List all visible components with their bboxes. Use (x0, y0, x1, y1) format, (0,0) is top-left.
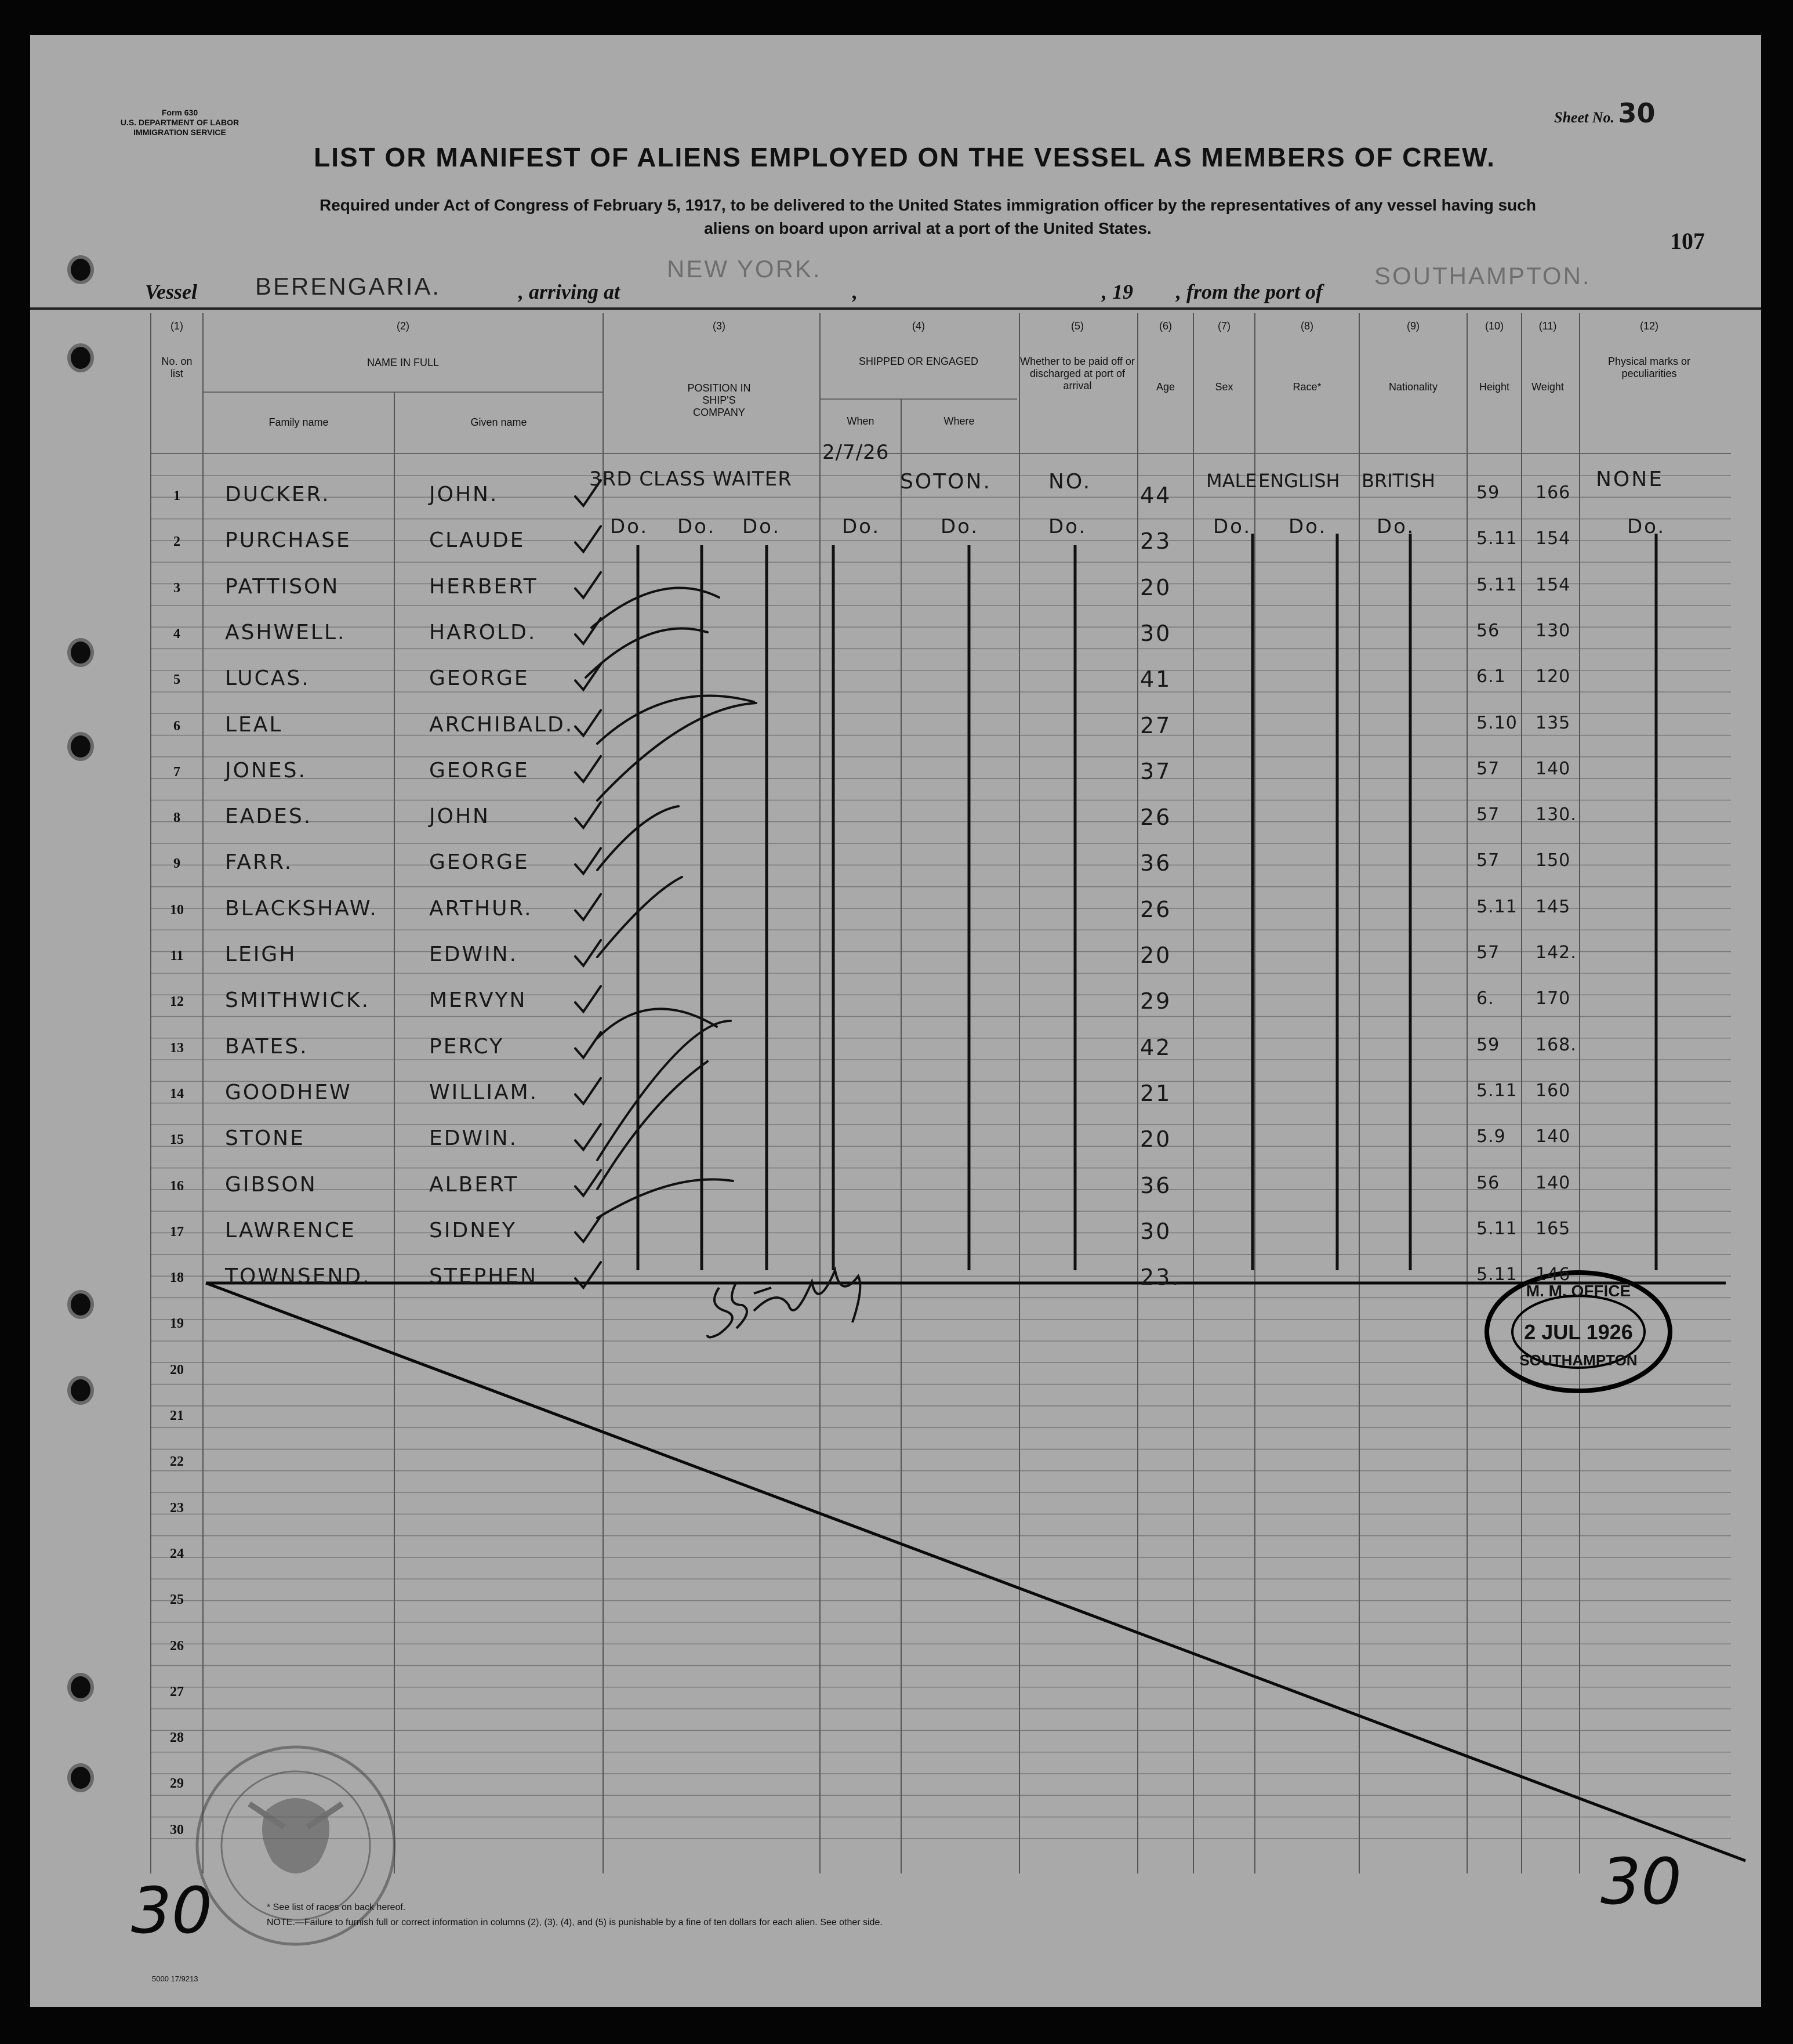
row-number: 7 (173, 764, 180, 780)
ditto-mark: Do. (677, 515, 716, 538)
from-port: SOUTHAMPTON. (1374, 262, 1591, 289)
row-family: ASHWELL. (225, 620, 346, 644)
page-mark-left: 30 (131, 1873, 212, 1948)
row-age: 36 (1140, 1172, 1172, 1198)
shipped-when-value: 2/7/26 (822, 441, 890, 464)
row-height: 56 (1476, 620, 1500, 641)
col-family-name-header: Family name (268, 416, 329, 428)
row-height: 57 (1476, 943, 1500, 963)
row-height: 5.9 (1476, 1126, 1506, 1147)
print-code: 5000 17/9213 (152, 1974, 198, 1983)
col-marks-header: (12) Physical marks or peculiarities (1607, 320, 1691, 379)
row-number: 13 (170, 1040, 184, 1056)
row-age: 21 (1140, 1080, 1172, 1106)
row-number: 25 (170, 1592, 184, 1608)
row-age: 20 (1140, 1126, 1172, 1153)
paid-off-value: NO. (1048, 470, 1092, 494)
row-height: 5.11 (1476, 896, 1518, 917)
row-family: JONES. (225, 758, 307, 782)
check-mark (575, 1170, 601, 1196)
row-height: 57 (1476, 850, 1500, 871)
row-family: LEAL (225, 712, 283, 737)
row-age: 29 (1140, 988, 1172, 1014)
row-given: JOHN (429, 804, 490, 829)
check-mark (575, 572, 601, 598)
check-mark (575, 940, 601, 966)
col-position-header: (3) POSITION IN SHIP'S COMPANY (687, 320, 751, 418)
ditto-mark: Do. (1289, 515, 1327, 538)
row-weight: 168. (1536, 1034, 1577, 1055)
row-family: GOODHEW (225, 1080, 352, 1104)
shipped-where-value: SOTON. (900, 470, 992, 494)
row-weight: 142. (1536, 943, 1577, 963)
row-given: WILLIAM. (429, 1080, 539, 1104)
page-code: 107 (1670, 228, 1705, 254)
row-number: 29 (170, 1776, 184, 1792)
col-sex-header: (7) Sex (1215, 320, 1233, 393)
row-family: BATES. (225, 1034, 308, 1059)
col-name-header: (2) NAME IN FULL (366, 320, 440, 368)
form-number: Form 630 (161, 108, 198, 117)
row-weight: 130 (1536, 620, 1571, 641)
row-given: HAROLD. (429, 620, 537, 644)
row-given: ARCHIBALD. (429, 712, 574, 737)
from-label: , from the port of (1176, 280, 1323, 303)
row-family: PATTISON (225, 574, 340, 599)
row-given: JOHN. (429, 483, 499, 506)
row-given: ALBERT (429, 1172, 519, 1197)
row-weight: 130. (1536, 804, 1577, 825)
row-age: 26 (1140, 896, 1172, 922)
row-number: 5 (173, 672, 180, 688)
row-height: 5.11 (1476, 1080, 1518, 1101)
row-given: GEORGE (429, 850, 529, 875)
year-label: , 19 (1102, 280, 1133, 303)
row-weight: 154 (1536, 574, 1571, 595)
row-height: 59 (1476, 1034, 1500, 1055)
row-number: 6 (173, 718, 180, 734)
row-family: LEIGH (225, 943, 297, 966)
row-number: 2 (173, 534, 180, 550)
ditto-mark: Do. (610, 515, 649, 538)
row-age: 41 (1140, 666, 1172, 693)
row-number: 8 (173, 810, 180, 826)
col-where-header: Where (943, 415, 975, 427)
stamp-date: 2 JUL 1926 (1524, 1320, 1633, 1344)
row-age: 30 (1140, 1218, 1172, 1244)
row-height: 5.11 (1476, 1218, 1518, 1239)
row-weight: 140 (1536, 1172, 1571, 1193)
row-number: 26 (170, 1638, 184, 1654)
footnote-races: * See list of races on back hereof. (267, 1902, 406, 1912)
row-age: 42 (1140, 1034, 1172, 1060)
service-name: IMMIGRATION SERVICE (133, 128, 226, 137)
col-given-name-header: Given name (470, 416, 527, 428)
row-given: EDWIN. (429, 1126, 518, 1151)
row-number: 17 (170, 1224, 184, 1240)
row-number: 1 (173, 488, 180, 503)
row-number: 18 (170, 1270, 184, 1286)
ditto-mark: Do. (742, 515, 781, 538)
row-number: 16 (170, 1178, 184, 1194)
col-race-header: (8) Race* (1293, 320, 1322, 393)
col-shipped-header: (4) SHIPPED OR ENGAGED (858, 320, 979, 367)
check-mark (575, 1078, 601, 1104)
row-age: 27 (1140, 712, 1172, 738)
row-number: 14 (170, 1086, 184, 1101)
page-mark-right: 30 (1600, 1844, 1682, 1919)
col-height-header: (10) Height (1479, 320, 1510, 393)
row-number: 20 (170, 1362, 184, 1378)
row-number: 4 (173, 626, 180, 642)
row-height: 57 (1476, 804, 1500, 825)
row-age: 26 (1140, 804, 1172, 831)
row-number: 30 (170, 1822, 184, 1838)
col-when-header: When (847, 415, 874, 427)
row-age: 37 (1140, 758, 1172, 784)
col-age-header: (6) Age (1156, 320, 1175, 393)
row-weight: 120 (1536, 666, 1571, 687)
row-number: 28 (170, 1730, 184, 1746)
row-given: ARTHUR. (429, 896, 533, 920)
row-number: 19 (170, 1316, 184, 1332)
row-family: EADES. (225, 804, 313, 829)
row-weight: 146 (1536, 1264, 1571, 1285)
position-value: 3RD CLASS WAITER (589, 467, 792, 491)
row-number: 3 (173, 580, 180, 596)
row-height: 6. (1476, 988, 1494, 1009)
row-family: LUCAS. (225, 666, 310, 691)
row-family: DUCKER. (225, 483, 331, 506)
row-family: STONE (225, 1126, 305, 1151)
row-weight: 170 (1536, 988, 1571, 1009)
subtitle-line-2: aliens on board upon arrival at a port of the United States. (704, 219, 1152, 237)
marks-value: NONE (1596, 467, 1664, 491)
sheet-label: Sheet No. (1554, 109, 1614, 126)
row-age: 44 (1140, 483, 1172, 508)
ditto-mark: Do. (1048, 515, 1087, 538)
row-age: 30 (1140, 620, 1172, 646)
row-family: SMITHWICK. (225, 988, 370, 1013)
row-number: 24 (170, 1546, 184, 1561)
col-nationality-header: (9) Nationality (1388, 320, 1438, 393)
row-weight: 135 (1536, 712, 1571, 733)
stamp-bottom-text: SOUTHAMPTON (1519, 1351, 1638, 1369)
nationality-value: BRITISH (1362, 470, 1435, 492)
row-number: 11 (170, 948, 184, 963)
row-weight: 154 (1536, 528, 1571, 549)
stamp-top-text: M. M. OFFICE (1526, 1282, 1631, 1300)
row-height: 57 (1476, 758, 1500, 779)
row-age: 23. (1140, 1264, 1181, 1291)
row-age: 23 (1140, 528, 1172, 555)
row-height: 59 (1476, 483, 1500, 503)
row-family: PURCHASE (225, 528, 351, 553)
check-mark (575, 1216, 601, 1242)
row-height: 56 (1476, 1172, 1500, 1193)
check-mark (575, 756, 601, 782)
row-family: TOWNSEND. (225, 1264, 371, 1289)
check-mark (575, 986, 601, 1012)
row-weight: 160 (1536, 1080, 1571, 1101)
department-name: U.S. DEPARTMENT OF LABOR (120, 118, 239, 127)
row-height: 5.10 (1476, 712, 1518, 733)
row-age: 36 (1140, 850, 1172, 876)
row-number: 21 (170, 1408, 184, 1423)
consulate-seal (197, 1747, 394, 1944)
vessel-label: Vessel (145, 280, 197, 303)
row-given: MERVYN (429, 988, 527, 1013)
row-given: HERBERT (429, 574, 538, 599)
ditto-mark: Do. (842, 515, 881, 538)
check-mark (575, 1032, 601, 1058)
row-weight: 166 (1536, 483, 1571, 503)
row-weight: 140 (1536, 1126, 1571, 1147)
row-weight: 140 (1536, 758, 1571, 779)
row-age: 20 (1140, 943, 1172, 968)
row-number: 12 (170, 994, 184, 1010)
footnote-penalty: NOTE.—Failure to furnish full or correct information in columns (2), (3), (4), and (5) is punishable by a fine of ten dollars for each alien. See other side. (267, 1918, 883, 1927)
row-number: 23 (170, 1500, 184, 1516)
col-no-header: (1) No. on list (161, 320, 193, 379)
check-mark (575, 802, 601, 828)
row-given: SIDNEY (429, 1218, 517, 1242)
row-given: GEORGE (429, 758, 529, 782)
row-number: 15 (170, 1132, 184, 1148)
row-given: EDWIN. (429, 943, 518, 966)
col-paid-off-header: (5) Whether to be paid off or discharged at port of arrival (1020, 320, 1135, 392)
row-weight: 145 (1536, 896, 1571, 917)
arriving-label: , arriving at (518, 280, 620, 303)
row-height: 5.11 (1476, 528, 1518, 549)
subtitle-line-1: Required under Act of Congress of February 5, 1917, to be delivered to the United States immigration officer by the representatives of any vessel having such (320, 196, 1536, 214)
col-weight-header: (11) Weight (1531, 320, 1564, 393)
row-given: STEPHEN (429, 1264, 538, 1289)
ditto-mark: Do. (1213, 515, 1252, 538)
check-mark (575, 711, 601, 736)
row-given: CLAUDE (429, 528, 525, 553)
check-mark (575, 526, 601, 552)
row-age: 20 (1140, 574, 1172, 600)
check-mark (575, 894, 601, 920)
row-number: 27 (170, 1684, 184, 1699)
sheet-value: 30 (1618, 97, 1656, 129)
row-family: LAWRENCE (225, 1218, 356, 1242)
row-given: GEORGE (429, 666, 529, 691)
ditto-mark: Do. (1627, 515, 1666, 538)
row-weight: 165 (1536, 1218, 1571, 1239)
row-number: 9 (173, 856, 180, 872)
row-family: GIBSON (225, 1172, 317, 1197)
row-family: FARR. (225, 850, 293, 875)
vessel-name: BERENGARIA. (255, 273, 441, 300)
row-height: 5.11 (1476, 574, 1518, 595)
page-title: LIST OR MANIFEST OF ALIENS EMPLOYED ON THE VESSEL AS MEMBERS OF CREW. (314, 142, 1496, 172)
sex-value: MALE (1206, 470, 1257, 492)
arriving-port: NEW YORK. (667, 255, 822, 282)
row-number: 22 (170, 1454, 184, 1470)
row-family: BLACKSHAW. (225, 896, 378, 920)
ditto-mark: Do. (1377, 515, 1415, 538)
ditto-mark: Do. (941, 515, 979, 538)
row-weight: 150 (1536, 850, 1571, 871)
row-height: 6.1 (1476, 666, 1506, 687)
row-height: 5.11 (1476, 1264, 1518, 1285)
race-value: ENGLISH (1258, 470, 1340, 492)
row-given: PERCY (429, 1034, 504, 1059)
row-number: 10 (170, 902, 184, 918)
